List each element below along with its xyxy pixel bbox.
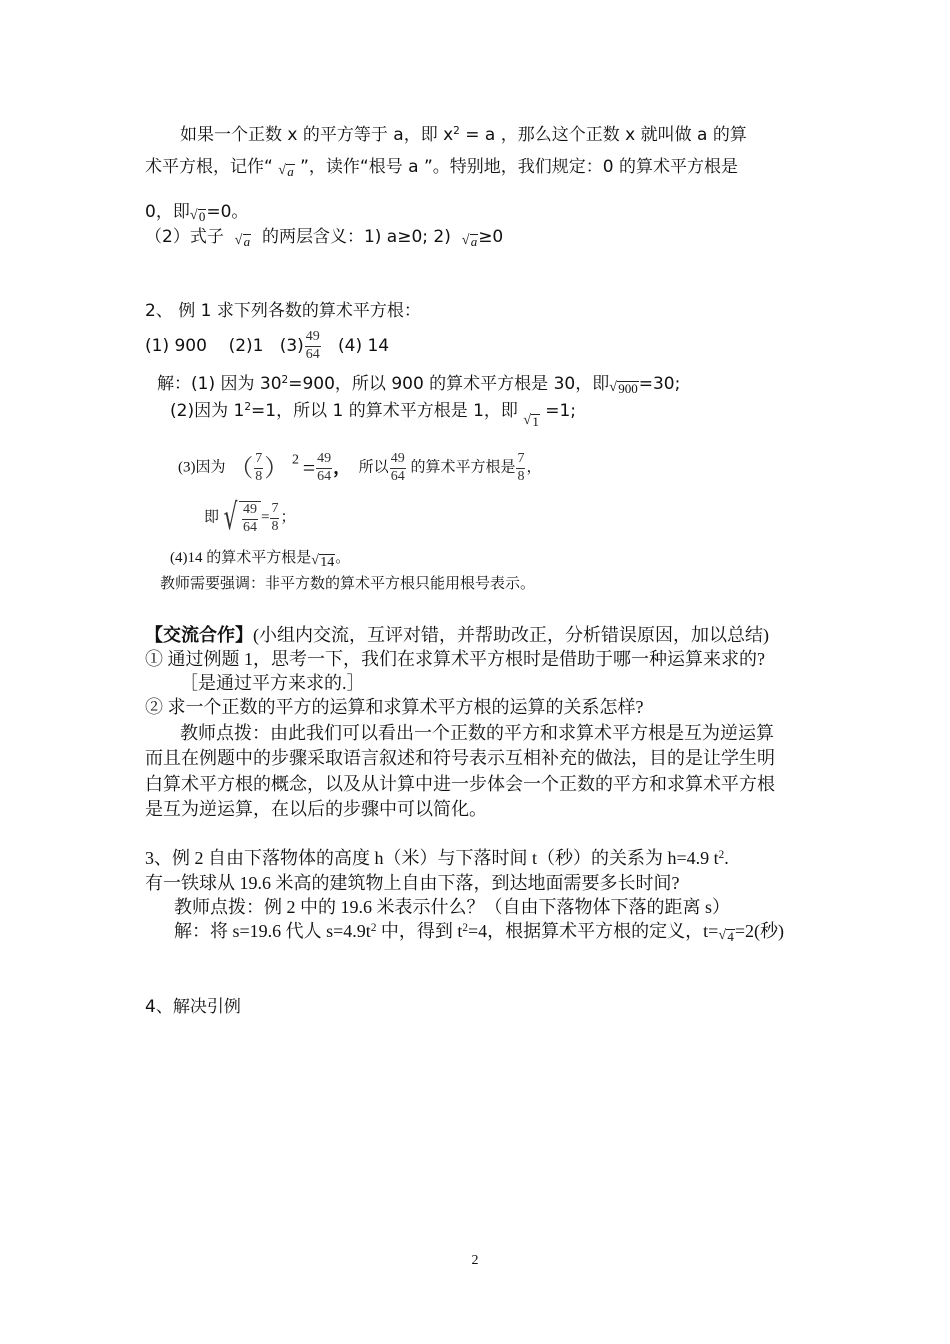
teacher-hint-line-3: 白算术平方根的概念，以及从计算中进一步体会一个正数的平方和求算术平方根 [145,774,775,794]
sqrt-fraction-symbol: √ $\frac{49}{64}$ [219,500,261,536]
sqrt-14-symbol: √ 14 [311,553,335,570]
example2-line-1: 3、例 2 自由下落物体的高度 h（米）与下落时间 t（秒）的关系为 h=4.9 $t^2$. [145,848,729,868]
example2-line-2: 有一铁球从 19.6 米高的建筑物上自由下落，到达地面需要多长时间? [145,873,680,893]
solution-4: (4)14 的算术平方根是 √ 14。 [170,550,351,570]
exchange-question-2: ② 求一个正数的平方的运算和求算术平方根的运算的关系怎样? [145,697,644,717]
example1-items: (1) 900 (2)1 (3) $\frac{49}{64}$ (4) 14 [145,329,390,362]
exchange-title: 【交流合作】(小组内交流，互评对错，并帮助改正，分析错误原因，加以总结) [145,625,769,645]
solution-3-result: 即 √ $\frac{49}{64}$ = $\frac{7}{8}$ ； [204,497,296,538]
solution-2: (2)因为 $1^2=1$，所以 1 的算术平方根是 1，即 √ 1 =1; [170,401,577,429]
fraction-7-8: $\frac{7}{8}$ [517,451,525,484]
sqrt-900-symbol: √ 900 [609,380,638,396]
exchange-answer-1: ［是通过平方来求的.］ [180,673,365,693]
teacher-hint-line-4: 是互为逆运算，在以后的步骤中可以简化。 [145,799,487,819]
fraction-49-64: $\frac{49}{64}$ [305,329,320,362]
teacher-hint-line-1: 教师点拨：由此我们可以看出一个正数的平方和求算术平方根是互为逆运算 [180,723,774,743]
example2-line-3: 教师点拨：例 2 中的 19.6 米表示什么？（自由下落物体下落的距离 s） [174,897,731,917]
sqrt-1-symbol: √ 1 [523,413,539,429]
page-number: 2 [471,1253,479,1268]
definition-line-2: 术平方根，记作“ √ a ”，读作“根号 a ”。特别地，我们规定：0 的算术平方根是 [145,157,738,179]
definition-line-1: 如果一个正数 x 的平方等于 a，即 $x^2 = a$ ，那么这个正数 x 就叫做 a 的算 [180,125,747,145]
solution-3: (3)因为 （ $\frac{7}{8}$ ） $^2$ = $\frac{49}{64}$ ， 所以 $\frac{49}{64}$ 的算术平方根是 $\frac{7}{8}$ ， [178,451,542,484]
example1-heading: 2、 例 1 求下列各数的算术平方根： [145,301,421,321]
sqrt-a-symbol: √ a [234,233,251,249]
sqrt-4-symbol: √ 4 [718,928,734,944]
sqrt-a-symbol: √ a [278,163,294,179]
sqrt-a-symbol: √ a [461,233,478,249]
meaning-line: （2）式子 √ a 的两层含义：1) a≥0; 2) √ a≥0 [145,227,504,249]
fraction-7-8: $\frac{7}{8}$ [271,500,279,534]
exchange-question-1: ① 通过例题 1，思考一下，我们在求算术平方根时是借助于哪一种运算来求的? [145,649,765,669]
fraction-49-64: $\frac{49}{64}$ [390,451,405,484]
sqrt-zero-symbol: √ 0 [189,208,206,224]
fraction-49-64: $\frac{49}{64}$ [317,451,332,484]
definition-line-3: 0，即 √ 0=0。 [145,202,249,224]
example2-solution: 解：将 s=19.6 代人 $s=4.9t^2$ 中，得到 $t^2=4$，根据算术平方根的定义，t= √ 4=2(秒) [174,921,784,944]
fraction-49-64: $\frac{49}{64}$ [242,501,257,535]
section-4-heading: 4、解决引例 [145,997,241,1017]
solution-1: 解：(1) 因为 $30^2=900$，所以 900 的算术平方根是 30，即 √ 900=30; [157,374,681,396]
teacher-emphasis: 教师需要强调：非平方数的算术平方根只能用根号表示。 [160,576,536,592]
teacher-hint-line-2: 而且在例题中的步骤采取语言叙述和符号表示互相补充的做法，目的是让学生明 [145,748,775,768]
fraction-7-8: $\frac{7}{8}$ [255,451,263,484]
